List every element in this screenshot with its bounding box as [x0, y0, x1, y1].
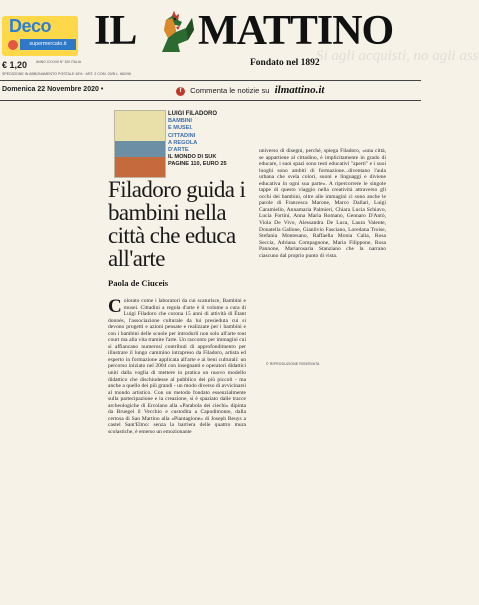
article-text-left: olorato come i laboratori da cui scaturisce, Bambini e musei. Cittadini a regola d'arte è il volume a cura di Luigi Filadoro che corona 15 anni di attività di Étant donnés, l'associazione culturale da lui presieduta cui si devono progetti e azioni pensate e realizzate per i bambini e con i bambini delle scuole per introdurli non solo all'arte tout court ma alla vita tramite l'arte. Un racconto per immagini cui si affiancano numerosi contributi di approfondimento per illustrare il lungo cammino intrapreso da Filadoro, artista ed esperto in formazione applicata all'arte e ai beni culturali: un percorso iniziato nel 2004 con insegnanti e operatori didattici uniti dalla voglia di mettere in pratica un nuovo modello didattico che dischiudesse al pubblico dei più piccoli - ma anche a quello dei più grandi - un modo diverso di avvicinarsi al mondo artistico. Con un metodo fondato essenzialmente sulla partecipazione e la creazione, si è spaziato dalle tracce archeologiche di Ercolano alla «Parabola dei ciechi» dipinta da Bruegel il Vecchio e custodita a Capodimonte, dalla certosa di San Martino alla «Piantagione» di Joseph Beuys a castel Sant'Elmo: senza la barriera delle quattro mura scolastiche, è emerso un emozionante: [108, 298, 246, 435]
issue-price: € 1,20: [2, 60, 28, 70]
cover-sky: [115, 111, 165, 141]
title-part-right: MATTINO: [198, 8, 394, 54]
article-dropcap: C: [108, 296, 122, 317]
masthead-divider-top: [0, 80, 421, 81]
site-link[interactable]: ilmattino.it: [274, 84, 325, 96]
book-pages-price: PAGINE 110, EURO 25: [168, 161, 227, 168]
facebook-icon: f: [176, 87, 185, 96]
deco-sub-label: supermercato.it: [20, 39, 76, 50]
article-byline: Paola de Ciuceis: [108, 278, 169, 288]
cover-ground: [115, 157, 165, 177]
postal-shipping-note: SPEDIZIONE IN ABBONAMENTO POSTALE 45% · ART. 2 COM. 20/B L. 662/96: [2, 72, 132, 76]
book-author: LUIGI FILADORO: [168, 111, 217, 117]
book-title-line: A REGOLA: [168, 139, 198, 146]
book-cover-image: [114, 110, 166, 178]
book-publisher: IL MONDO DI SUK: [168, 154, 217, 161]
cover-band: [115, 141, 165, 157]
book-title-line: E MUSEI.: [168, 125, 193, 132]
copyright-notice: [266, 362, 320, 366]
comment-prompt-text: Commenta le notizie su: [190, 86, 270, 95]
article-headline: Filadoro guida i bambini nella città che educa all'arte: [108, 177, 246, 271]
masthead-divider-bottom: [0, 100, 421, 101]
comment-prompt: [176, 84, 324, 96]
newspaper-title: [92, 8, 420, 56]
article-column-left: [108, 298, 246, 603]
founded-year: Fondato nel 1892: [250, 58, 320, 68]
copyright-text: © RIPRODUZIONE RISERVATA: [266, 362, 320, 366]
article-text-right: universo di disegni, perché, spiega Filadoro, «una città, se appartiene al cittadino, è implicitamente in grado di educare, i suoi spazi sono testi educativi "aperti" e i suoi luoghi sono ambiti di formazione...diventano l'aula urbana che svela colori, suoni e linguaggi e diviene educativa in ogni sua parte». A ripercorrere le singole tappe di questo viaggio nella creatività attraverso gli occhi dei bambini, oltre alle immagini ci sono anche le parole di Francesca Marone, Marco Dallari, Luigi Caramiello, Annamaria Palmieri, Chiara Lucia Schiavo, Lucia Fortini, Anna Maria Romano, Gennaro D'Antò, Viola De Vivo, Alessandra De Luca, Laura Valente, Donatella Gallone, Gianlivio Fasciano, Loredana Troise, Stefania Montesano, Raffaella Monia Calia, Rosa Seccia, Adriana Compagnone, Maria Filippone, Rosa Pannone, Mariarosaria Stanziano che la narrano ciascuno dal proprio punto di vista.: [259, 148, 386, 259]
bleed-through-text: Si agli acquisti, no agli ass: [316, 48, 479, 64]
issue-date: Domenica 22 Novembre 2020 •: [2, 86, 104, 93]
book-title-line: BAMBINI: [168, 118, 192, 125]
book-info-box: [168, 111, 228, 169]
title-part-left: IL: [94, 8, 137, 54]
article-column-right: [259, 148, 386, 360]
deco-logo-word: Deco: [9, 16, 52, 36]
issue-number-note: ANNO CXXVIII N° 320 ITALIA: [36, 60, 82, 64]
deco-advertisement-badge: [2, 16, 78, 56]
book-title-line: D'ARTE: [168, 147, 189, 154]
deco-logo-icon: [8, 40, 18, 50]
book-title-line: CITTADINI: [168, 132, 196, 139]
rooster-logo-icon: [148, 8, 198, 56]
